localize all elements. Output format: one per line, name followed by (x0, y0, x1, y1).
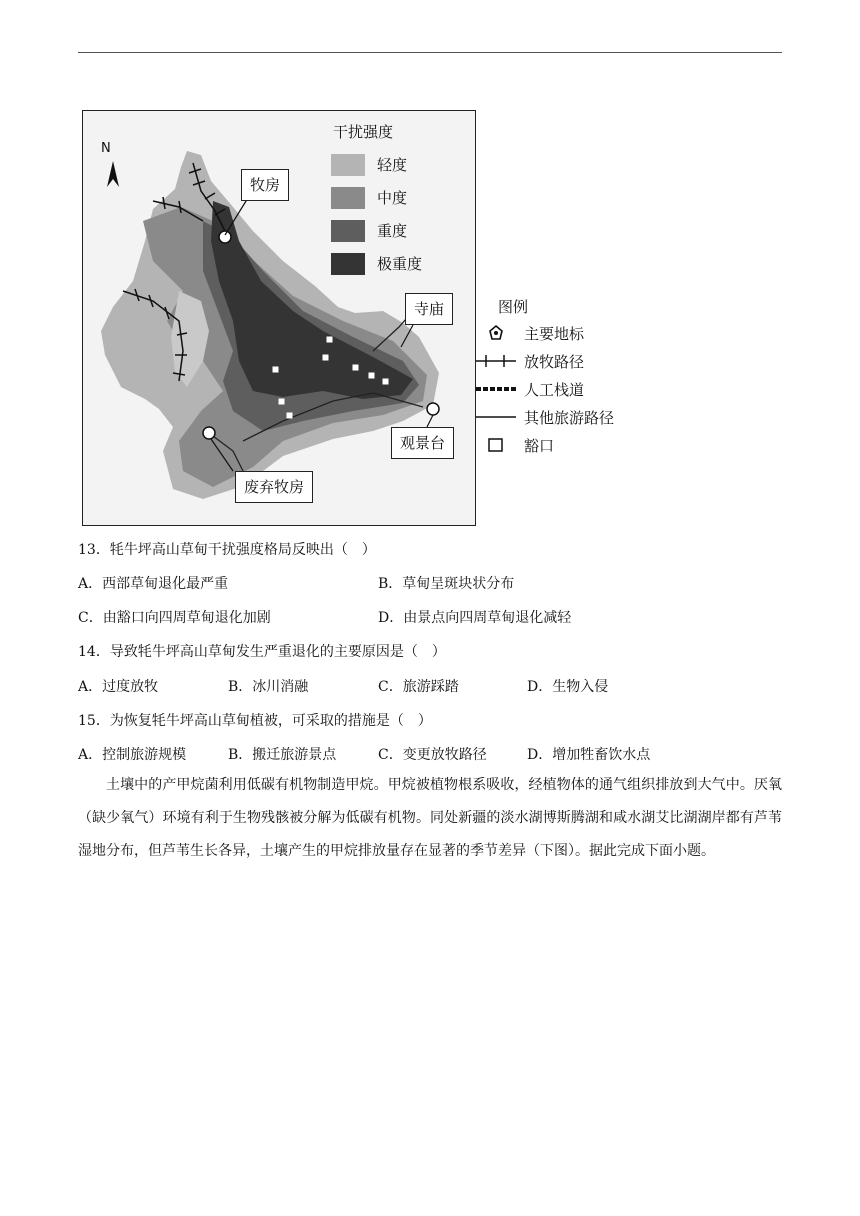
question-15-option-b: B．搬迁旅游景点 (228, 747, 337, 763)
landmark-herding-house (219, 231, 231, 243)
label-temple: 寺庙 (405, 293, 453, 325)
north-label: N (101, 141, 111, 156)
tour-route-icon (474, 407, 518, 427)
question-15-stem: 15．为恢复牦牛坪高山草甸植被，可采取的措施是（ ） (78, 713, 432, 729)
question-13-stem: 13．牦牛坪高山草甸干扰强度格局反映出（ ） (78, 542, 376, 558)
swatch-extreme (331, 253, 365, 275)
legend-item-pass (474, 431, 614, 459)
interference-level-light (331, 148, 422, 181)
question-13-option-d: D．由景点向四周草甸退化减轻 (378, 610, 572, 626)
swatch-medium (331, 187, 365, 209)
question-14-option-a: A．过度放牧 (78, 679, 159, 695)
landmark-abandoned-house (203, 427, 215, 439)
interference-legend (331, 121, 422, 280)
north-arrow-icon (107, 161, 119, 187)
legend-label: 人工栈道 (524, 380, 585, 399)
question-14-option-c: C．旅游踩踏 (378, 679, 459, 695)
legend-item-grazing-route (474, 347, 614, 375)
level-label: 轻度 (377, 156, 408, 174)
question-14-option-b: B．冰川消融 (228, 679, 309, 695)
legend-title: 图例 (498, 298, 529, 316)
grazing-route-icon (474, 351, 518, 371)
swatch-heavy (331, 220, 365, 242)
swatch-light (331, 154, 365, 176)
map-legend (474, 296, 614, 459)
question-15-option-d: D．增加牲畜饮水点 (527, 747, 651, 763)
level-label: 重度 (377, 222, 408, 240)
question-14-stem: 14．导致牦牛坪高山草甸发生严重退化的主要原因是（ ） (78, 644, 446, 660)
question-13-option-c: C．由豁口向四周草甸退化加剧 (78, 610, 271, 626)
question-13-option-b: B．草甸呈斑块状分布 (378, 576, 515, 592)
landmark-viewing-platform (427, 403, 439, 415)
legend-label: 豁口 (524, 436, 555, 455)
interference-level-heavy (331, 214, 422, 247)
question-14-option-d: D．生物入侵 (527, 679, 609, 695)
interference-legend-title: 干扰强度 (333, 123, 394, 141)
reading-passage (78, 769, 782, 868)
legend-label: 主要地标 (524, 324, 585, 343)
legend-item-tour-route (474, 403, 614, 431)
pass-icon (474, 435, 518, 455)
passage-text: 土壤中的产甲烷菌利用低碳有机物制造甲烷。甲烷被植物根系吸收，经植物体的通气组织排放到大气中。厌氧（缺少氧气）环境有利于生物残骸被分解为低碳有机物。同处新疆的淡水湖博斯腾湖和咸水湖艾比湖湖岸都有芦苇湿地分布，但芦苇生长各异，土壤产生的甲烷排放量存在显著的季节差异（下图）。据此完成下面小题。 (78, 777, 782, 859)
interference-level-medium (331, 181, 422, 214)
level-label: 极重度 (377, 255, 423, 273)
meadow-map-figure (82, 110, 476, 526)
label-abandoned-house: 废弃牧房 (235, 471, 313, 503)
legend-item-landmark (474, 319, 614, 347)
label-viewing-platform: 观景台 (391, 427, 454, 459)
legend-label: 其他旅游路径 (524, 408, 615, 427)
interference-level-extreme (331, 247, 422, 280)
question-13-option-a: A．西部草甸退化最严重 (78, 576, 229, 592)
header-rule (78, 52, 782, 53)
label-herding-house: 牧房 (241, 169, 289, 201)
question-15-option-c: C．变更放牧路径 (378, 747, 487, 763)
legend-item-boardwalk (474, 375, 614, 403)
question-15-option-a: A．控制旅游规模 (78, 747, 187, 763)
landmark-icon (474, 323, 518, 343)
level-label: 中度 (377, 189, 408, 207)
legend-label: 放牧路径 (524, 352, 585, 371)
boardwalk-icon (474, 379, 518, 399)
